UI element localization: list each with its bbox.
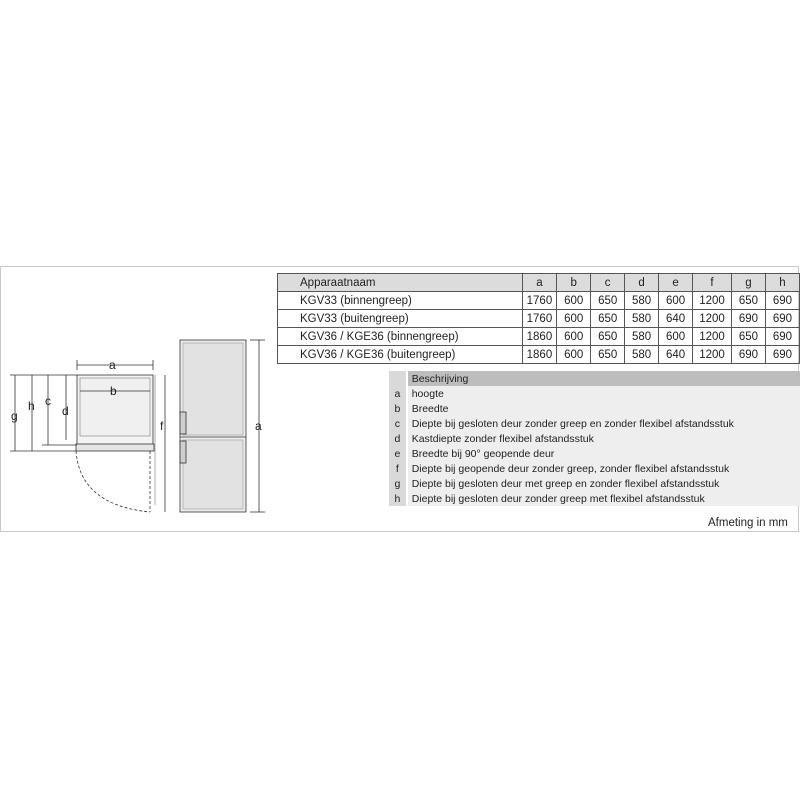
header-cell: e bbox=[659, 274, 693, 292]
units-note: Afmeting in mm bbox=[708, 517, 788, 529]
header-cell: b bbox=[557, 274, 591, 292]
table-header-row bbox=[278, 274, 800, 292]
label-f: f bbox=[160, 419, 164, 433]
value-cell: 1860 bbox=[522, 346, 557, 364]
legend-text: Diepte bij gesloten deur zonder greep en zonder flexibel afstandsstuk bbox=[407, 416, 800, 431]
value-cell: 650 bbox=[732, 328, 766, 346]
header-cell: h bbox=[765, 274, 799, 292]
legend-key: d bbox=[389, 431, 407, 446]
value-cell: 690 bbox=[765, 328, 799, 346]
legend-row bbox=[389, 491, 800, 506]
legend-text: Diepte bij gesloten deur zonder greep met flexibel afstandsstuk bbox=[407, 491, 800, 506]
legend-row bbox=[389, 401, 800, 416]
value-cell: 580 bbox=[625, 310, 659, 328]
legend-row bbox=[389, 431, 800, 446]
fridge-dimension-drawing bbox=[0, 330, 280, 520]
legend-text: hoogte bbox=[407, 386, 800, 401]
header-cell: g bbox=[732, 274, 766, 292]
legend-text: Breedte bbox=[407, 401, 800, 416]
label-b: b bbox=[110, 384, 117, 398]
label-g: g bbox=[11, 409, 18, 423]
legend-key: c bbox=[389, 416, 407, 431]
legend-row bbox=[389, 461, 800, 476]
legend-key: a bbox=[389, 386, 407, 401]
header-cell: a bbox=[522, 274, 557, 292]
legend-row bbox=[389, 386, 800, 401]
value-cell: 1200 bbox=[693, 346, 732, 364]
table-row bbox=[278, 292, 800, 310]
value-cell: 690 bbox=[732, 346, 766, 364]
legend-key bbox=[389, 371, 407, 386]
value-cell: 600 bbox=[557, 328, 591, 346]
legend-key: h bbox=[389, 491, 407, 506]
value-cell: 1200 bbox=[693, 310, 732, 328]
header-cell: c bbox=[591, 274, 625, 292]
value-cell: 1200 bbox=[693, 292, 732, 310]
value-cell: 640 bbox=[659, 310, 693, 328]
value-cell: 1760 bbox=[522, 292, 557, 310]
legend-text: Kastdiepte zonder flexibel afstandsstuk bbox=[407, 431, 800, 446]
model-cell: KGV36 / KGE36 (binnengreep) bbox=[278, 328, 523, 346]
label-a-top: a bbox=[109, 358, 116, 372]
label-a-side: a bbox=[255, 419, 262, 433]
legend-key: g bbox=[389, 476, 407, 491]
legend-key: e bbox=[389, 446, 407, 461]
legend-header: Beschrijving bbox=[407, 371, 800, 386]
value-cell: 580 bbox=[625, 346, 659, 364]
legend-row bbox=[389, 476, 800, 491]
legend-text: Diepte bij gesloten deur met greep en zonder flexibel afstandsstuk bbox=[407, 476, 800, 491]
value-cell: 690 bbox=[765, 292, 799, 310]
value-cell: 600 bbox=[659, 292, 693, 310]
table-row bbox=[278, 310, 800, 328]
model-cell: KGV33 (binnengreep) bbox=[278, 292, 523, 310]
value-cell: 650 bbox=[591, 310, 625, 328]
value-cell: 1760 bbox=[522, 310, 557, 328]
dimensions-table bbox=[277, 273, 800, 364]
value-cell: 580 bbox=[625, 328, 659, 346]
table-row bbox=[278, 328, 800, 346]
value-cell: 690 bbox=[732, 310, 766, 328]
value-cell: 690 bbox=[765, 346, 799, 364]
header-cell: Apparaatnaam bbox=[278, 274, 523, 292]
value-cell: 600 bbox=[659, 328, 693, 346]
value-cell: 1860 bbox=[522, 328, 557, 346]
label-c: c bbox=[45, 394, 51, 408]
value-cell: 640 bbox=[659, 346, 693, 364]
legend-header-row bbox=[389, 371, 800, 386]
legend-table bbox=[389, 371, 800, 506]
legend-key: b bbox=[389, 401, 407, 416]
table-row bbox=[278, 346, 800, 364]
value-cell: 580 bbox=[625, 292, 659, 310]
value-cell: 600 bbox=[557, 310, 591, 328]
value-cell: 1200 bbox=[693, 328, 732, 346]
header-cell: d bbox=[625, 274, 659, 292]
value-cell: 650 bbox=[591, 346, 625, 364]
value-cell: 650 bbox=[591, 328, 625, 346]
label-d: d bbox=[62, 404, 69, 418]
model-cell: KGV33 (buitengreep) bbox=[278, 310, 523, 328]
value-cell: 600 bbox=[557, 346, 591, 364]
value-cell: 600 bbox=[557, 292, 591, 310]
legend-text: Diepte bij geopende deur zonder greep, zonder flexibel afstandsstuk bbox=[407, 461, 800, 476]
value-cell: 650 bbox=[591, 292, 625, 310]
header-cell: f bbox=[693, 274, 732, 292]
value-cell: 650 bbox=[732, 292, 766, 310]
legend-row bbox=[389, 416, 800, 431]
legend-row bbox=[389, 446, 800, 461]
legend-text: Breedte bij 90° geopende deur bbox=[407, 446, 800, 461]
model-cell: KGV36 / KGE36 (buitengreep) bbox=[278, 346, 523, 364]
value-cell: 690 bbox=[765, 310, 799, 328]
label-h: h bbox=[28, 399, 35, 413]
legend-key: f bbox=[389, 461, 407, 476]
